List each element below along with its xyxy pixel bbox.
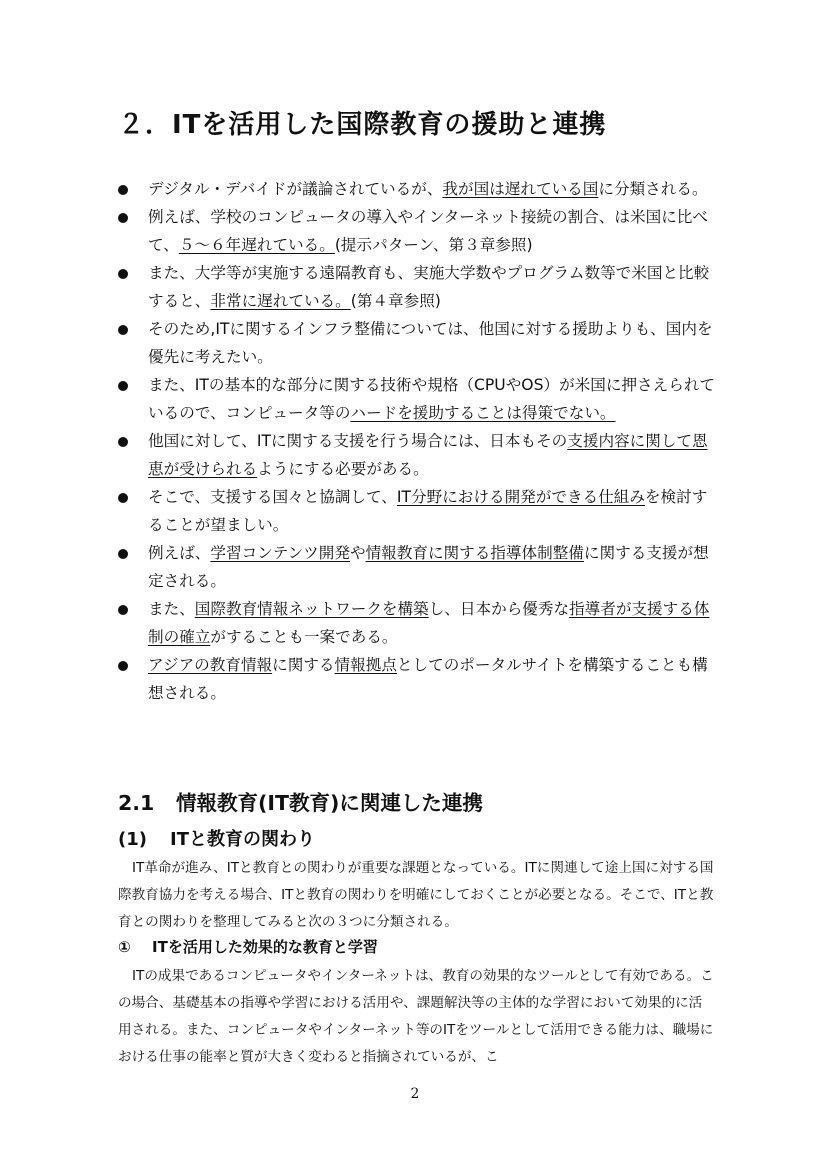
underlined-text: ５～６年遅れている。 [178, 236, 335, 254]
bullet-dot-icon [118, 269, 128, 279]
chapter-heading: ２．ITを活用した国際教育の援助と連携 [118, 110, 607, 140]
bullet-text: としてのポータルサイトを構築することも構想される。 [148, 656, 708, 702]
bullet-text: デジタル・デバイドが議論されているが、 [148, 180, 443, 198]
underlined-text: 国際教育情報ネットワークを構築 [194, 600, 429, 618]
underlined-text: 非常に遅れている。 [210, 292, 351, 310]
underlined-text: 情報教育に関する指導体制整備 [365, 544, 584, 562]
bullet-text: そのため,ITに関するインフラ整備については、他国に対する援助よりも、国内を優先に考えたい。 [148, 320, 713, 366]
bullet-text: に関する支援が想定される。 [148, 544, 709, 590]
item-heading [118, 936, 378, 957]
bullet-text: 例えば、学校のコンピュータの導入やインターネット接続の割合、は米国に比べて、 [148, 208, 708, 254]
bullet-dot-icon [118, 185, 128, 195]
underlined-text: 学習コンテンツ開発 [210, 544, 350, 562]
underlined-text: IT分野における開発ができる仕組み [396, 488, 645, 506]
page-number: 2 [410, 1086, 420, 1102]
bullet-text: 他国に対して、ITに関する支援を行う場合には、日本もその [148, 432, 568, 450]
bullet-dot-icon [118, 549, 128, 559]
underlined-text: 情報拠点 [334, 656, 397, 674]
bullet-text: また、 [148, 600, 195, 618]
underlined-text: ハードを援助することは得策でない。 [350, 404, 616, 422]
bullet-item [118, 539, 718, 595]
bullet-text: また、ITの基本的な部分に関する技術や規格（CPUやOS）が米国に押さえられているので、コンピュータ等の [148, 376, 716, 422]
bullet-text: に分類される。 [598, 180, 708, 198]
bullet-text: そこで、支援する国々と協調して、 [148, 488, 397, 506]
bullet-item [118, 203, 718, 259]
bullet-dot-icon [118, 213, 128, 223]
bullet-item [118, 259, 718, 315]
subsection-heading [118, 825, 315, 851]
bullet-dot-icon [118, 381, 128, 391]
bullet-dot-icon [118, 437, 128, 447]
bullet-text: (提示パターン、第３章参照) [334, 236, 533, 254]
bullet-text: 例えば、 [148, 544, 211, 562]
bullet-item [118, 651, 718, 707]
underlined-text: アジアの教育情報 [148, 656, 273, 674]
bullet-item [118, 483, 718, 539]
subsection-title: ITと教育の関わり [170, 829, 315, 850]
bullet-text: ようにする必要がある。 [257, 460, 429, 478]
bullet-text: を検討することが望ましい。 [148, 488, 708, 534]
section-title: 情報教育(IT教育)に関連した連携 [176, 791, 483, 815]
bullet-text: (第４章参照) [350, 292, 441, 310]
item-title: ITを活用した効果的な教育と学習 [152, 938, 378, 956]
bullet-item [118, 175, 718, 203]
section-number: 2.1 [118, 791, 155, 815]
underlined-text: 我が国は遅れている国 [442, 180, 599, 198]
item-number: ① [118, 938, 131, 956]
bullet-item [118, 595, 718, 651]
bullet-text: また、大学等が実施する遠隔教育も、実施大学数やプログラム数等で米国と比較すると、 [148, 264, 710, 310]
section-heading [118, 786, 483, 816]
bullet-dot-icon [118, 605, 128, 615]
subsection-number: (1) [118, 829, 147, 850]
bullet-list [118, 175, 718, 707]
bullet-item [118, 315, 718, 371]
body-paragraph: IT革命が進み、ITと教育との関わりが重要な課題となっている。ITに関連して途上国に対する国際教育協力を考える場合、ITと教育の関わりを明確にしておくことが必要となる。そこで、ITと教育との関わりを整理してみると次の３つに分類される。 [118, 860, 714, 930]
underlined-text: 支援内容に関して恩恵が受けられる [148, 432, 708, 478]
bullet-text: や [349, 544, 366, 562]
bullet-item [118, 427, 718, 483]
bullet-dot-icon [118, 661, 128, 671]
bullet-dot-icon [118, 325, 128, 335]
underlined-text: 指導者が支援する体制の確立 [148, 600, 710, 646]
bullet-text: し、日本から優秀な [428, 600, 570, 618]
bullet-item [118, 371, 718, 427]
bullet-text: に関する [272, 656, 335, 674]
bullet-text: がすることも一案である。 [210, 628, 398, 646]
bullet-dot-icon [118, 493, 128, 503]
body-paragraph: ITの成果であるコンピュータやインターネットは、教育の効果的なツールとして有効である。この場合、基礎基本の指導や学習における活用や、課題解決等の主体的な学習において効果的に活用される。また、コンピュータやインターネット等のITをツールとして活用できる能力は、職場における仕事の能率と質が大きく変わると指摘されているが、こ [118, 968, 714, 1065]
